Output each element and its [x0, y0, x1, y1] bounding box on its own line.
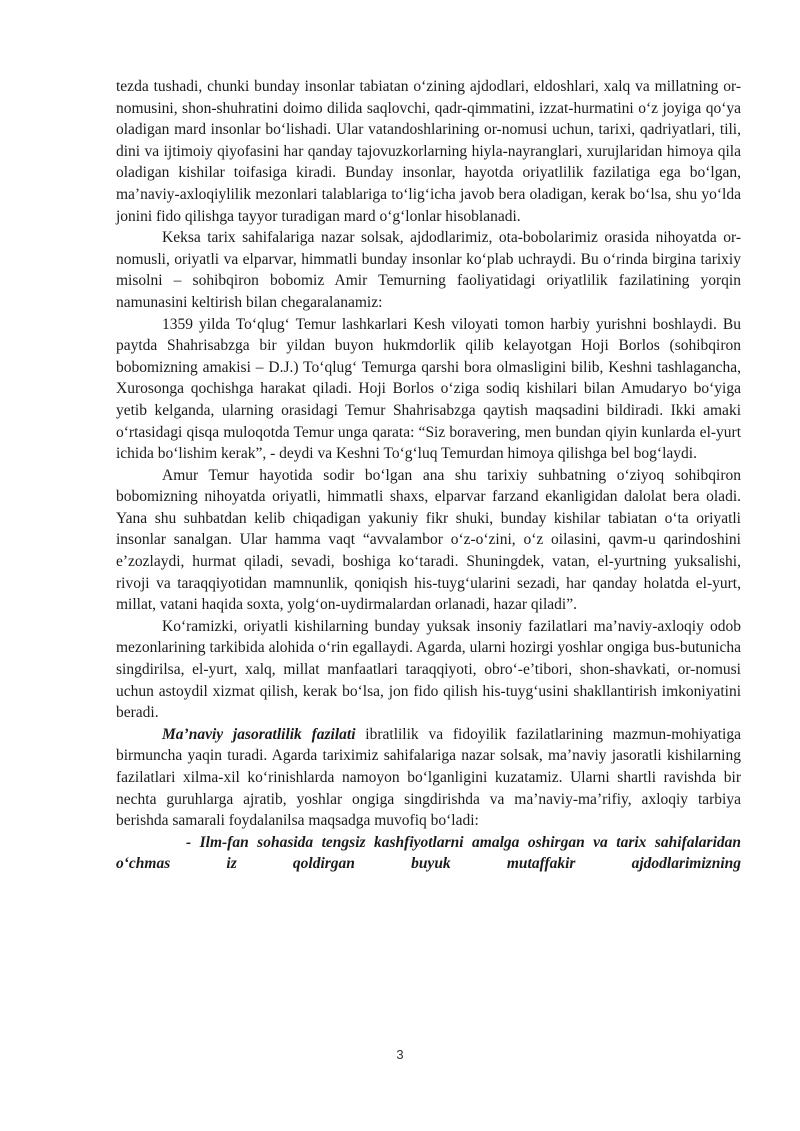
bold-lead-term: Ma’naviy jasoratlilik fazilati	[162, 725, 356, 743]
paragraph-amur-temur: Amur Temur hayotida sodir bo‘lgan ana shu tarixiy suhbatning o‘ziyoq sohibqiron bobomizning nihoyatda oriyatli, himmatli shaxs, elparvar farzand ekanligidan dalolat bera oladi. Yana shu suhbatdan kelib chiqadigan yakuniy fikr shuki, bunday kishilar tabiatan o‘ta oriyatli insonlar sanalgan. Ular hamma vaqt “avvalambor o‘z-o‘zini, o‘z oilasini, qavm-u qarindoshini e’zozlaydi, hurmat qiladi, sevadi, boshiga ko‘taradi. Shuningdek, vatan, el-yurtning yuksalishi, rivoji va taraqqiyotidan mamnunlik, qoniqish his-tuyg‘ularini sezadi, har qanday holatda el-yurt, millat, vatani haqida soxta, yolg‘on-uydirmalardan orlanadi, hazar qiladi”.	[116, 466, 741, 614]
paragraph-oriyatli-kishilar: Ko‘ramizki, oriyatli kishilarning bunday yuksak insoniy fazilatlari ma’naviy-axloqiy odob mezonlarining tarkibida alohida o‘rin egallaydi. Agarda, ularni hozirgi yoshlar ongiga bus-butunicha singdirilsa, el-yurt, xalq, millat manfaatlari taraqqiyoti, obro‘-e’tibori, shon-shavkati, or-nomusi uchun astoydil xizmat qilish, kerak bo‘lsa, jon fido qilish his-tuyg‘usini shakllantirish imkoniyatini beradi.	[116, 617, 741, 722]
document-body	[116, 76, 741, 875]
paragraph-history-intro: Keksa tarix sahifalariga nazar solsak, ajdodlarimiz, ota-bobolarimiz orasida nihoyatda or-nomusli, oriyatli va elparvar, himmatli bunday insonlar ko‘plab uchraydi. Bu o‘rinda birgina tarixiy misolni – sohibqiron bobomiz Amir Temurning faoliyatidagi oriyatlilik fazilatining yorqin namunasini keltirish bilan chegaralanamiz:	[116, 229, 741, 311]
page-number: 3	[396, 1047, 404, 1062]
lead-paragraph-text: ibratlilik va fidoyilik fazilatlarining mazmun-mohiyatiga birmuncha yaqin turadi. Agarda tariximiz sahifalariga nazar solsak, ma’naviy jasoratli kishilarning fazilatlari xilma-xil ko‘rinishlarda namoyon bo‘lganligini kuzatamiz. Ularni shartli ravishda bir nechta guruhlarga ajratib, yoshlar ongiga singdirishda va ma’naviy-ma’rifiy, axloqiy tarbiya berishda samarali foydalanilsa maqsadga muvofiq bo‘ladi:	[116, 725, 741, 830]
paragraph-continuation: tezda tushadi, chunki bunday insonlar tabiatan o‘zining ajdodlari, eldoshlari, xalq va millatning or-nomusini, shon-shuhratini doimo dilida saqlovchi, qadr-qimmatini, izzat-hurmatini o‘z joyiga qo‘ya oladigan mard insonlar bo‘lishadi. Ular vatandoshlarining or-nomusi uchun, tarixi, qadriyatlari, tili, dini va ijtimoiy qiyofasini har qanday tajovuzkorlarning hiyla-nayranglari, xurujlaridan himoya qila oladigan kishilar toifasiga kiradi. Bunday insonlar, hayotda oriyatlilik fazilatiga ega bo‘lgan, ma’naviy-axloqiylilik mezonlari talablariga to‘lig‘icha javob bera oladigan, kerak bo‘lsa, shu yo‘lda jonini fido qilishga tayyor turadigan mard o‘g‘lonlar hisoblanadi.	[116, 78, 741, 225]
paragraph-manaviy-jasorat	[116, 724, 741, 832]
paragraph-1359: 1359 yilda To‘qlug‘ Temur lashkarlari Kesh viloyati tomon harbiy yurishni boshlaydi. Bu paytda Shahrisabzga bir yildan buyon hukmdorlik qilib kelayotgan Hoji Borlos (sohibqiron bobomizning amakisi – D.J.) To‘qlug‘ Temurga qarshi bora olmasligini bilib, Keshni tashlagancha, Xurosonga qochishga harakat qiladi. Hoji Borlos o‘ziga sodiq kishilari bilan Amudaryo bo‘yiga yetib kelganda, ularning orasidagi Temur Shahrisabzga qaytish maqsadini bildiradi. Ikki amaki o‘rtasidagi qisqa muloqotda Temur unga qarata: “Siz boravering, men bundan qiyin kunlarda el-yurt ichida bo‘lishim kerak”, - deydi va Keshni To‘g‘luq Temurdan himoya qilishga bel bog‘laydi.	[116, 315, 741, 463]
list-item-ilm-fan: - Ilm-fan sohasida tengsiz kashfiyotlarni amalga oshirgan va tarix sahifalaridan o‘chmas iz qoldirgan buyuk mutaffakir ajdodlarimizning	[116, 833, 741, 873]
